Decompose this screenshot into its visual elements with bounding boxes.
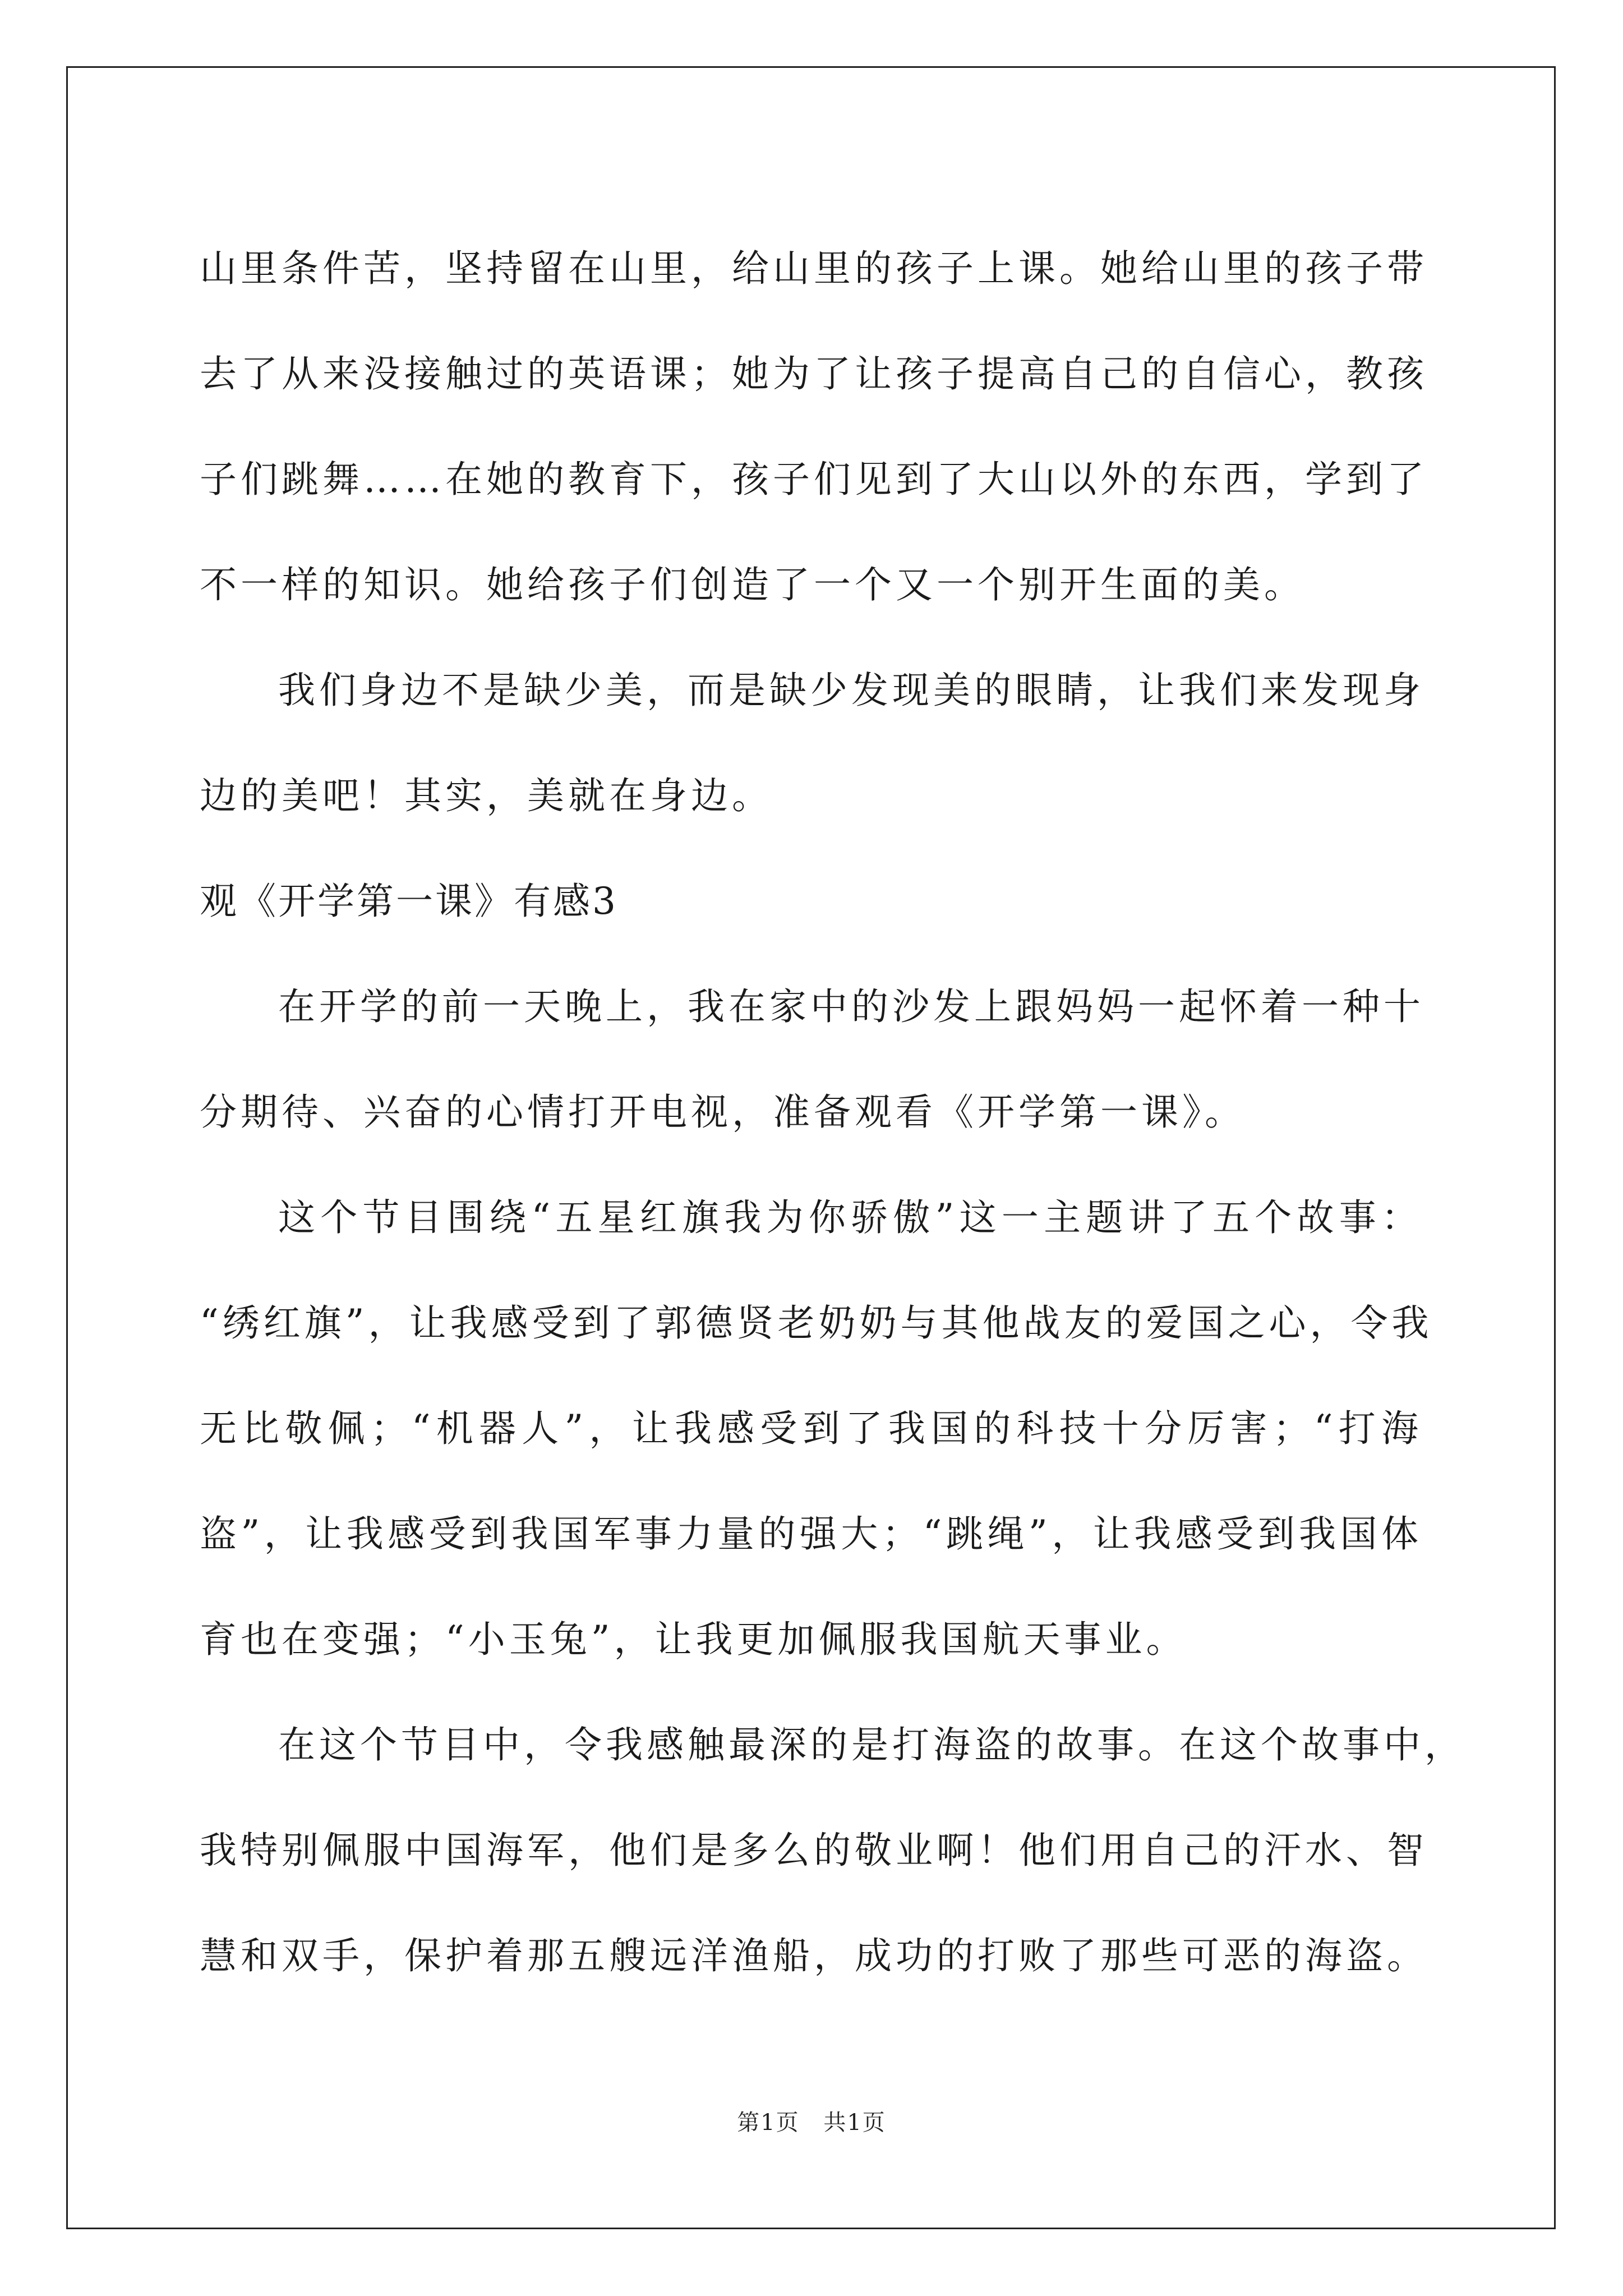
paragraph-line: 在开学的前一天晚上，我在家中的沙发上跟妈妈一起怀着一种十 xyxy=(278,985,1424,1028)
paragraph-line: 我们身边不是缺少美，而是缺少发现美的眼睛，让我们来发现身 xyxy=(278,669,1424,712)
page-footer xyxy=(0,2105,1623,2137)
paragraph-line: 山里条件苦，坚持留在山里，给山里的孩子上课。她给山里的孩子带 xyxy=(200,247,1428,290)
page-total: 共1页 xyxy=(823,2110,886,2136)
paragraph-line: 子们跳舞……在她的教育下，孩子们见到了大山以外的东西，学到了 xyxy=(200,458,1428,501)
paragraph-line: 慧和双手，保护着那五艘远洋渔船，成功的打败了那些可恶的海盗。 xyxy=(200,1934,1428,1977)
paragraph-line: 去了从来没接触过的英语课；她为了让孩子提高自己的自信心，教孩 xyxy=(200,352,1428,395)
paragraph-line: 这个节目围绕“五星红旗我为你骄傲”这一主题讲了五个故事： xyxy=(278,1196,1422,1239)
paragraph-line: 盗”，让我感受到我国军事力量的强大；“跳绳”，让我感受到我国体 xyxy=(200,1512,1422,1556)
paragraph-line: 无比敬佩；“机器人”，让我感受到了我国的科技十分厉害；“打海 xyxy=(200,1407,1422,1450)
paragraph-line: 在这个节目中，令我感触最深的是打海盗的故事。在这个故事中， xyxy=(278,1723,1465,1766)
paragraph-line: 不一样的知识。她给孩子们创造了一个又一个别开生面的美。 xyxy=(200,563,1305,606)
page-number: 第1页 xyxy=(737,2110,800,2136)
paragraph-line: 边的美吧！其实，美就在身边。 xyxy=(200,774,773,817)
paragraph-line: “绣红旗”，让我感受到了郭德贤老奶奶与其他战友的爱国之心，令我 xyxy=(200,1301,1433,1345)
paragraph-line: 我特别佩服中国海军，他们是多么的敬业啊！他们用自己的汗水、智 xyxy=(200,1829,1428,1872)
document-body xyxy=(200,216,1465,2009)
section-title: 观《开学第一课》有感3 xyxy=(200,880,618,923)
paragraph-line: 育也在变强；“小玉兔”，让我更加佩服我国航天事业。 xyxy=(200,1618,1187,1661)
paragraph-line: 分期待、兴奋的心情打开电视，准备观看《开学第一课》。 xyxy=(200,1091,1246,1134)
